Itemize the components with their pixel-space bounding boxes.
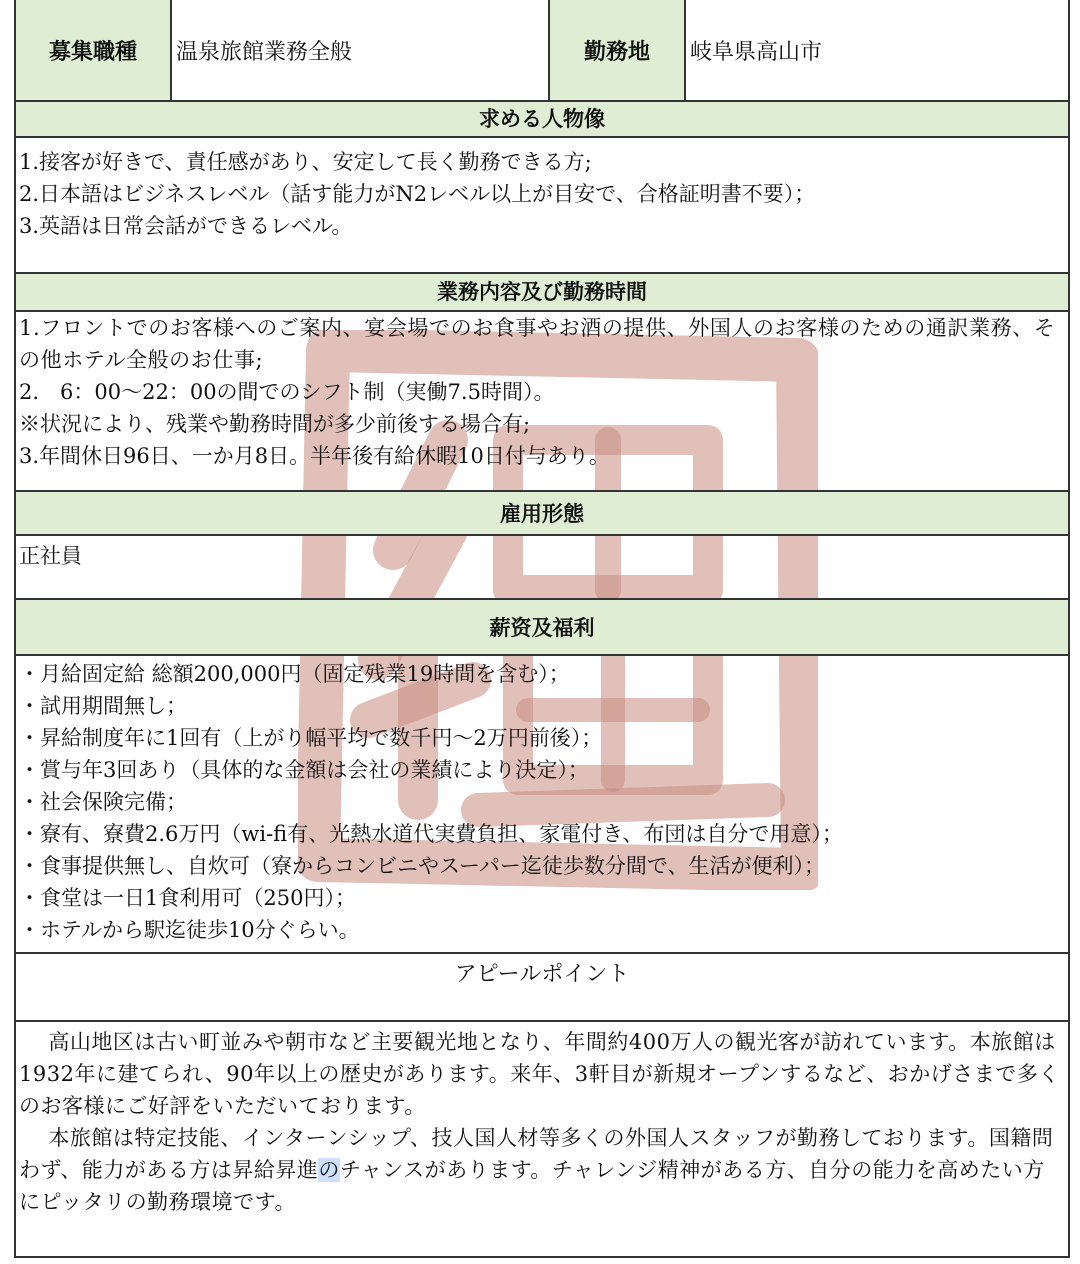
appeal-body bbox=[16, 1022, 1068, 1218]
duty-item: 3.年間休日96日、一か月8日。半年後有給休暇10日付与あり。 bbox=[19, 444, 610, 468]
work-location-label: 勤務地 bbox=[550, 0, 686, 100]
requirement-item: 1.接客が好きで、責任感があり、安定して長く勤務できる方; bbox=[19, 150, 592, 174]
employment-header: 雇用形態 bbox=[16, 492, 1068, 536]
salary-item: ・月給固定給 総額200,000円（固定残業19時間を含む）； bbox=[19, 662, 570, 686]
salary-body bbox=[16, 656, 1068, 954]
work-location-value: 岐阜県高山市 bbox=[690, 39, 823, 65]
appeal-header: アピールポイント bbox=[16, 954, 1068, 1022]
salary-item: ・昇給制度年に1回有（上がり幅平均で数千円～2万円前後）； bbox=[19, 726, 603, 750]
salary-header: 薪资及福利 bbox=[16, 600, 1068, 656]
requirements-header: 求める人物像 bbox=[16, 102, 1068, 138]
employment-value: 正社員 bbox=[19, 544, 82, 568]
salary-item: ・食堂は一日1食利用可（250円）； bbox=[19, 886, 356, 910]
salary-item: ・社会保険完備； bbox=[19, 790, 187, 814]
requirements-body bbox=[16, 138, 1068, 274]
duty-item: ※状況により、残業や勤務時間が多少前後する場合有; bbox=[19, 412, 531, 436]
job-posting-sheet bbox=[14, 0, 1070, 1258]
job-info-row bbox=[16, 0, 1068, 102]
employment-body bbox=[16, 536, 1068, 600]
appeal-paragraph bbox=[19, 1122, 1068, 1218]
salary-item: ・ホテルから駅迄徒歩10分ぐらい。 bbox=[19, 918, 360, 942]
duties-header: 業務内容及び勤務時間 bbox=[16, 274, 1068, 312]
appeal-text: 本旅館は特定技能、インターンシップ、技人国人材等多くの外国人スタッフが勤務しております。国籍問わず、能力がある方は昇給昇進 bbox=[19, 1126, 1054, 1182]
job-type-label: 募集職種 bbox=[16, 0, 172, 100]
duties-body bbox=[16, 312, 1068, 492]
requirement-item: 2.日本語はビジネスレベル（話す能力がN2レベル以上が目安で、合格証明書不要）； bbox=[19, 182, 816, 206]
salary-item: ・食事提供無し、自炊可（寮からコンビニやスーパー迄徒歩数分間で、生活が便利）； bbox=[19, 854, 825, 878]
salary-item: ・試用期間無し； bbox=[19, 694, 187, 718]
duty-item: 1.フロントでのお客様へのご案内、宴会場でのお食事やお酒の提供、外国人のお客様のための通訳業務、その他ホテル全般のお仕事; bbox=[19, 316, 1056, 372]
duty-item: 2. 6：00～22：00の間でのシフト制（実働7.5時間）。 bbox=[19, 380, 555, 404]
appeal-text: チャンスがあります。チャレンジ精神がある方、自分の能力を高めたい方にピッタリの勤務環境です。 bbox=[19, 1158, 1045, 1214]
appeal-paragraph: 高山地区は古い町並みや朝市など主要観光地となり、年間約400万人の観光客が訪れています。本旅館は1932年に建てられ、90年以上の歴史があります。来年、3軒目が新規オープンするなど、おかげさまで多くのお客様にご好評をいただいております。 bbox=[19, 1030, 1060, 1118]
salary-item: ・賞与年3回あり（具体的な金額は会社の業績により決定）； bbox=[19, 758, 589, 782]
job-type-value: 温泉旅館業務全般 bbox=[172, 0, 550, 100]
salary-item: ・寮有、寮費2.6万円（wi-fi有、光熱水道代実費負担、家電付き、布団は自分で用意）； bbox=[19, 822, 843, 846]
requirement-item: 3.英語は日常会話ができるレベル。 bbox=[19, 214, 353, 238]
selection-highlight: の bbox=[318, 1158, 340, 1182]
